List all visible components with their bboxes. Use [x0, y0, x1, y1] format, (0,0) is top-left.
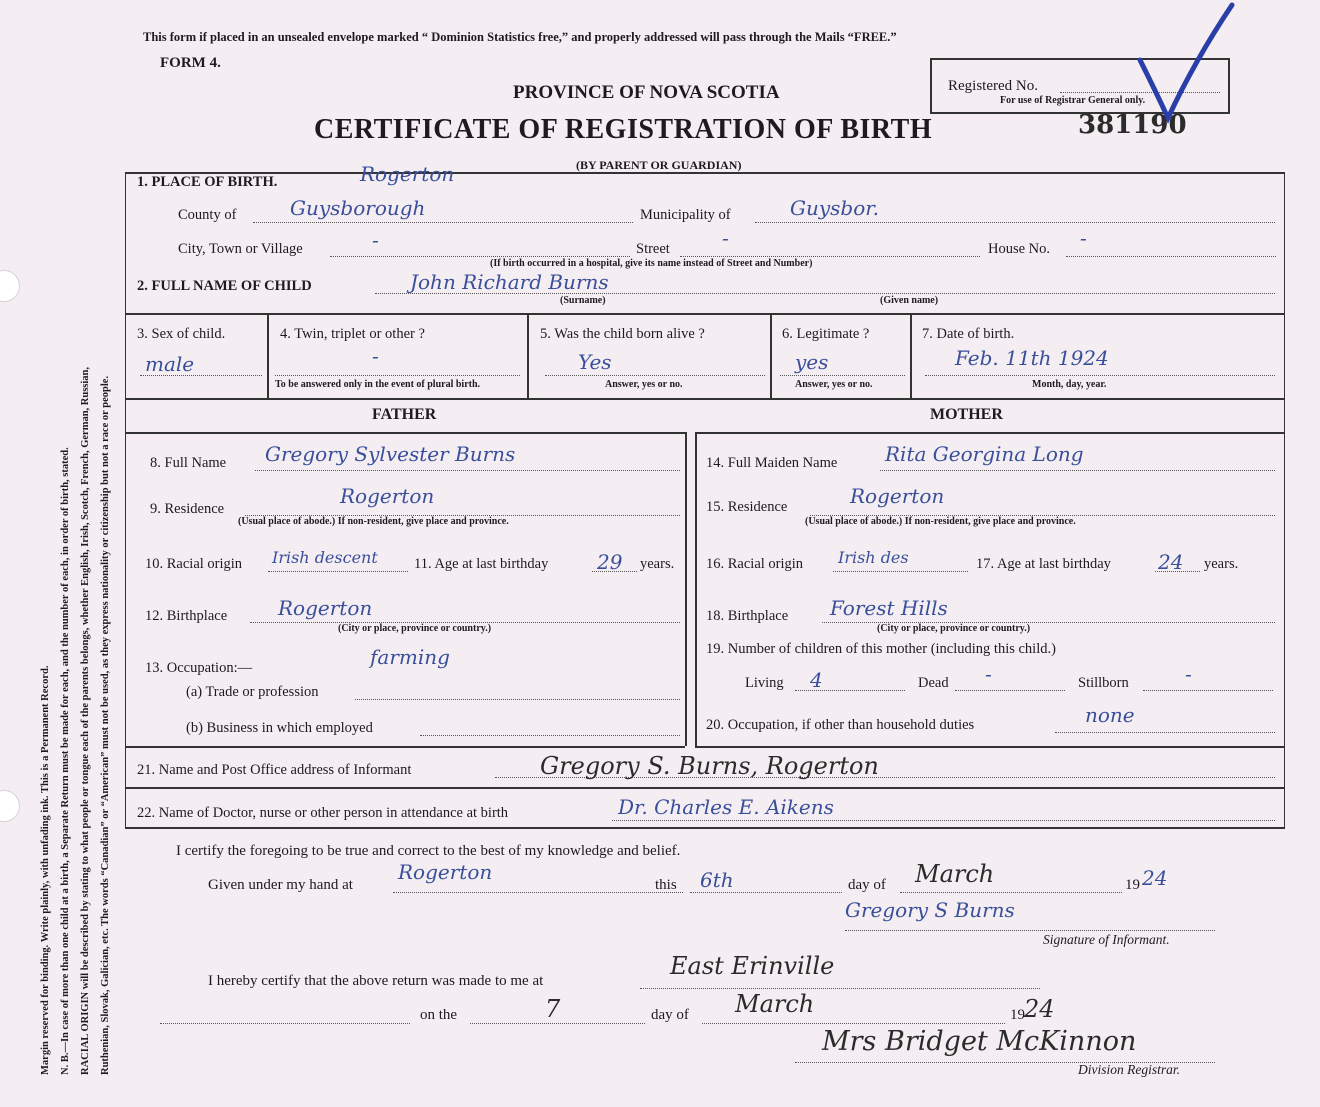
county-value: Guysborough	[290, 196, 426, 220]
mother-age-label: 17. Age at last birthday	[976, 556, 1111, 572]
father-age-years: years.	[640, 556, 675, 572]
children-count-label: 19. Number of children of this mother (including this child.)	[706, 641, 1056, 657]
hereby-certify-label: I hereby certify that the above return was made to me at	[208, 973, 544, 989]
mother-birthplace-value: Forest Hills	[830, 596, 948, 620]
mother-racial-value: Irish des	[838, 548, 909, 567]
father-name-value: Gregory Sylvester Burns	[265, 442, 516, 466]
city-town-village-label: City, Town or Village	[178, 241, 303, 257]
living-value: 4	[810, 668, 823, 692]
sex-value: male	[145, 352, 195, 376]
mother-age-value: 24	[1158, 550, 1184, 574]
father-racial-value: Irish descent	[272, 548, 378, 567]
registered-no-label: Registered No.	[948, 78, 1038, 94]
child-name-value: John Richard Burns	[410, 270, 609, 294]
occupation-label: 13. Occupation:—	[145, 660, 253, 676]
division-registrar-label: Division Registrar.	[1078, 1062, 1181, 1077]
informant-label: 21. Name and Post Office address of Informant	[137, 762, 412, 778]
dead-label: Dead	[918, 675, 949, 691]
father-heading: FATHER	[372, 406, 437, 423]
binding-hole-top	[0, 270, 20, 302]
mother-birthplace-label: 18. Birthplace	[706, 608, 789, 624]
twin-label: 4. Twin, triplet or other ?	[280, 326, 425, 342]
certified-month-value: March	[735, 990, 815, 1018]
child-name-label: 2. FULL NAME OF CHILD	[137, 278, 312, 294]
mother-residence-value: Rogerton	[850, 484, 945, 508]
legitimate-note: Answer, yes or no.	[795, 379, 873, 390]
checkmark-icon	[1120, 0, 1240, 130]
date-of-birth-label: 7. Date of birth.	[922, 326, 1015, 342]
mother-occupation-value: none	[1085, 703, 1135, 727]
registrar-signature: Mrs Bridget McKinnon	[822, 1026, 1137, 1057]
surname-note: (Surname)	[560, 295, 606, 306]
stillborn-value: -	[1185, 662, 1192, 686]
business-label: (b) Business in which employed	[186, 720, 373, 736]
mail-notice: This form if placed in an unsealed envelope marked “ Dominion Statistics free,” and properly addressed will pass through the Mails “FREE.”	[143, 30, 897, 44]
signature-of-informant-label: Signature of Informant.	[1043, 932, 1170, 947]
mother-occupation-label: 20. Occupation, if other than household duties	[706, 717, 975, 733]
mother-name-label: 14. Full Maiden Name	[706, 455, 838, 471]
doctor-label: 22. Name of Doctor, nurse or other person in attendance at birth	[137, 805, 509, 821]
given-month-value: March	[915, 860, 995, 888]
trade-label: (a) Trade or profession	[186, 684, 319, 700]
father-birthplace-note: (City or place, province or country.)	[338, 623, 492, 634]
mother-racial-label: 16. Racial origin	[706, 556, 804, 572]
city-value: -	[372, 228, 379, 252]
certificate-subtitle: (BY PARENT OR GUARDIAN)	[576, 158, 742, 172]
father-age-label: 11. Age at last birthday	[414, 556, 549, 572]
municipality-value: Guysbor.	[790, 196, 879, 220]
date-of-birth-value: Feb. 11th 1924	[955, 346, 1109, 370]
mother-age-years: years.	[1204, 556, 1239, 572]
informant-value: Gregory S. Burns, Rogerton	[540, 752, 879, 780]
house-no-label: House No.	[988, 241, 1051, 257]
legitimate-value: yes	[795, 350, 829, 374]
hospital-note: (If birth occurred in a hospital, give its name instead of Street and Number)	[490, 258, 813, 269]
certified-year-prefix: 19	[1010, 1007, 1025, 1023]
born-alive-label: 5. Was the child born alive ?	[540, 326, 705, 342]
dead-value: -	[985, 662, 992, 686]
margin-note-multiple-births: N. B.—In case of more than one child at a birth, a Separate Return must be made for each, and the number of each, in order of birth, stated.	[60, 447, 71, 1075]
margin-note-racial-origin: RACIAL ORIGIN will be described by stating to what people or tongue each of the parents belongs, whether English, Irish, Scotch, French, German, Russian,	[80, 366, 91, 1075]
given-at-value: Rogerton	[398, 860, 493, 884]
street-value: -	[722, 226, 729, 250]
date-format-note: Month, day, year.	[1032, 379, 1107, 390]
given-year-prefix: 19	[1125, 877, 1140, 893]
living-label: Living	[745, 675, 784, 691]
certificate-title: CERTIFICATE OF REGISTRATION OF BIRTH	[314, 114, 933, 145]
certified-day-value: 7	[545, 995, 561, 1023]
given-year-value: 24	[1142, 866, 1168, 890]
born-alive-value: Yes	[578, 350, 612, 374]
legitimate-label: 6. Legitimate ?	[782, 326, 870, 342]
mother-heading: MOTHER	[930, 406, 1003, 423]
occupation-value: farming	[370, 645, 450, 669]
mother-residence-note: (Usual place of abode.) If non-resident, give place and province.	[805, 516, 1076, 527]
twin-value: -	[372, 344, 379, 368]
doctor-value: Dr. Charles E. Aikens	[618, 795, 834, 819]
certificate-number: 381190	[1078, 110, 1187, 140]
on-the-label: on the	[420, 1007, 458, 1023]
municipality-label: Municipality of	[640, 207, 731, 223]
given-under-label: Given under my hand at	[208, 877, 353, 893]
father-residence-label: 9. Residence	[150, 501, 225, 517]
province-heading: PROVINCE OF NOVA SCOTIA	[513, 82, 780, 103]
mother-birthplace-note: (City or place, province or country.)	[877, 623, 1031, 634]
certified-day-of-label: day of	[651, 1007, 689, 1023]
form-number: FORM 4.	[160, 55, 221, 71]
house-no-value: -	[1080, 226, 1087, 250]
sex-label: 3. Sex of child.	[137, 326, 226, 342]
father-age-value: 29	[597, 550, 623, 574]
binding-hole-bottom	[0, 790, 20, 822]
day-of-label: day of	[848, 877, 886, 893]
mother-name-value: Rita Georgina Long	[885, 442, 1084, 466]
born-alive-note: Answer, yes or no.	[605, 379, 683, 390]
father-birthplace-label: 12. Birthplace	[145, 608, 228, 624]
certified-year-value: 24	[1024, 995, 1055, 1023]
father-name-label: 8. Full Name	[150, 455, 227, 471]
place-of-birth-value: Rogerton	[360, 162, 455, 186]
margin-note-binding: Margin reserved for binding. Write plainly, with unfading ink. This is a Permanent Record.	[40, 665, 51, 1075]
certify-statement: I certify the foregoing to be true and correct to the best of my knowledge and belief.	[176, 843, 681, 859]
given-name-note: (Given name)	[880, 295, 939, 306]
father-birthplace-value: Rogerton	[278, 596, 373, 620]
father-residence-note: (Usual place of abode.) If non-resident, give place and province.	[238, 516, 509, 527]
county-label: County of	[178, 207, 237, 223]
margin-note-racial-origin-cont: Ruthenian, Slovak, Galician, etc. The words “Canadian” or “American” must not be used, as they express nationality or citizenship but not a race or people.	[100, 375, 111, 1075]
father-racial-label: 10. Racial origin	[145, 556, 243, 572]
registrar-use-note: For use of Registrar General only.	[1000, 95, 1146, 106]
given-day-value: 6th	[700, 868, 734, 892]
street-label: Street	[636, 241, 670, 257]
mother-residence-label: 15. Residence	[706, 499, 788, 515]
twin-note: To be answered only in the event of plural birth.	[275, 379, 481, 390]
informant-signature: Gregory S Burns	[845, 898, 1015, 922]
this-label: this	[655, 877, 677, 893]
father-residence-value: Rogerton	[340, 484, 435, 508]
stillborn-label: Stillborn	[1078, 675, 1129, 691]
place-of-birth-label: 1. PLACE OF BIRTH.	[137, 174, 278, 190]
certified-at-value: East Erinville	[670, 952, 835, 980]
